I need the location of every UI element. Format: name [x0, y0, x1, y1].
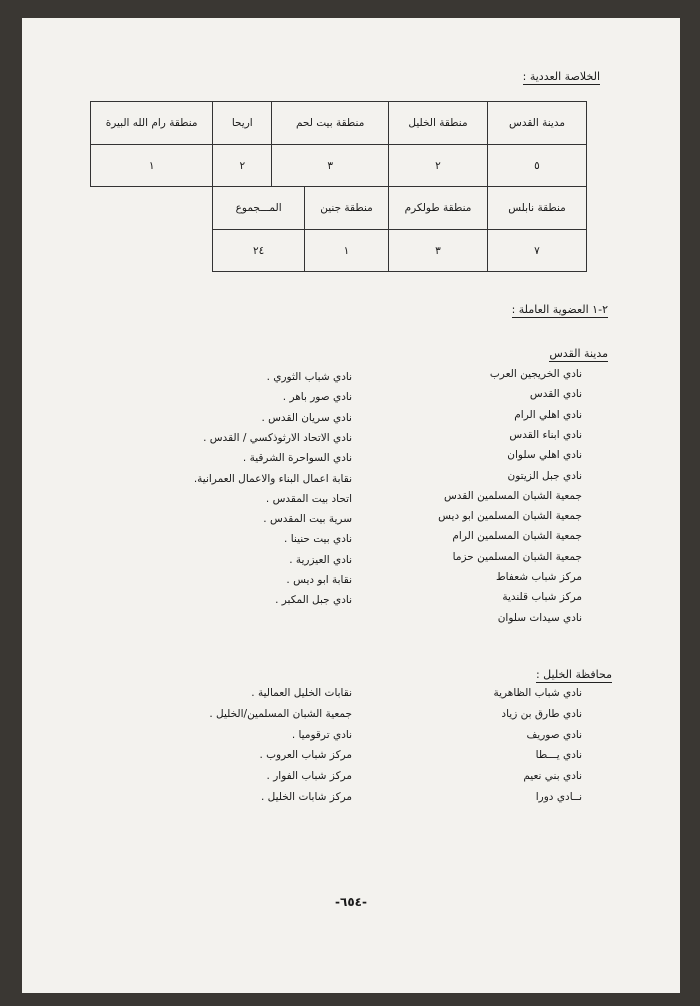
document-page	[22, 18, 680, 993]
list-item: نادي سيدات سلوان	[497, 611, 582, 624]
list-item: جمعية الشبان المسلمين ابو ديس	[438, 510, 582, 523]
table-header: منطقة نابلس	[488, 187, 587, 230]
page-number: -٦٥٤-	[335, 895, 367, 909]
list-item: اتحاد بيت المقدس .	[265, 492, 352, 505]
list-item: نادي صوريف	[526, 728, 582, 741]
list-item: نادي الخريجين العرب	[489, 368, 582, 380]
list-item: نادي طارق بن زياد	[501, 707, 582, 720]
list-item: نادي بني نعيم	[523, 770, 582, 783]
summary-heading: الخلاصة العددية :	[522, 70, 600, 83]
list-item: نادي جبل المكبر .	[275, 594, 352, 607]
list-item: جمعية الشبان المسلمين القدس	[443, 489, 582, 502]
table-header: منطقة الخليل	[389, 102, 488, 145]
table-header: المـــجموع	[213, 187, 305, 230]
list-item: نــادي دورا	[535, 791, 582, 803]
list-item: نادي العيزرية .	[289, 553, 352, 566]
table-empty-cell	[91, 230, 213, 272]
list-item: نادي سريان القدس .	[261, 411, 352, 424]
list-item: نادي شباب الثوري .	[266, 371, 352, 383]
list-item: جمعية الشبان المسلمين الرام	[452, 530, 582, 543]
list-item: مركز شابات الخليل .	[260, 791, 352, 803]
table-cell: ١	[305, 230, 389, 272]
table-cell: ٢٤	[213, 230, 305, 272]
table-header: منطقة رام الله البيرة	[91, 102, 213, 145]
summary-table	[90, 101, 587, 272]
list-item: نقابة ابو ديس .	[286, 574, 352, 586]
table-cell: ١	[91, 145, 213, 187]
hebron-title: محافظة الخليل :	[535, 668, 612, 681]
list-item: مركز شباب قلندية	[502, 591, 582, 604]
table-header: اريحا	[213, 102, 272, 145]
table-empty-cell	[91, 187, 213, 230]
list-item: نادي الاتحاد الارثوذكسي / القدس .	[203, 431, 352, 444]
list-item: مركز شباب الفوار .	[266, 770, 352, 783]
table-cell: ٢	[213, 145, 272, 187]
list-item: نادي صور باهر .	[282, 391, 352, 404]
table-header: مدينة القدس	[488, 102, 587, 145]
list-item: نادي بيت حنينا .	[284, 533, 352, 546]
table-cell: ٢	[389, 145, 488, 187]
list-item: نقابة اعمال البناء والاعمال العمرانية.	[193, 472, 352, 485]
list-item: نادي اهلي الرام	[514, 408, 582, 421]
table-cell: ٣	[389, 230, 488, 272]
list-item: نادي جبل الزيتون	[507, 469, 582, 482]
list-item: نادي شباب الظاهرية	[493, 687, 582, 699]
list-item: مركز شباب شعفاط	[495, 571, 582, 583]
list-item: جمعية الشبان المسلمين/الخليل .	[209, 707, 352, 720]
list-item: مركز شباب العروب .	[259, 749, 352, 762]
table-cell: ٧	[488, 230, 587, 272]
list-item: نادي ترقوميا .	[291, 728, 352, 741]
jerusalem-title: مدينة القدس	[549, 347, 608, 360]
section-heading: ٢-١ العضوية العاملة :	[511, 303, 608, 316]
table-header: منطقة طولكرم	[389, 187, 488, 230]
table-cell: ٣	[272, 145, 389, 187]
list-item: نادي ابناء القدس	[509, 428, 582, 441]
table-cell: ٥	[488, 145, 587, 187]
table-header: منطقة بيت لحم	[272, 102, 389, 145]
list-item: نادي السواحرة الشرقية .	[242, 452, 352, 465]
list-item: نادي اهلي سلوان	[507, 449, 582, 462]
list-item: نادي القدس	[529, 388, 582, 401]
list-item: جمعية الشبان المسلمين حزما	[452, 550, 582, 563]
table-header: منطقة جنين	[305, 187, 389, 230]
list-item: نقابات الخليل العمالية .	[251, 687, 352, 699]
list-item: نادي يـــطا	[535, 749, 582, 762]
list-item: سرية بيت المقدس .	[263, 513, 352, 526]
